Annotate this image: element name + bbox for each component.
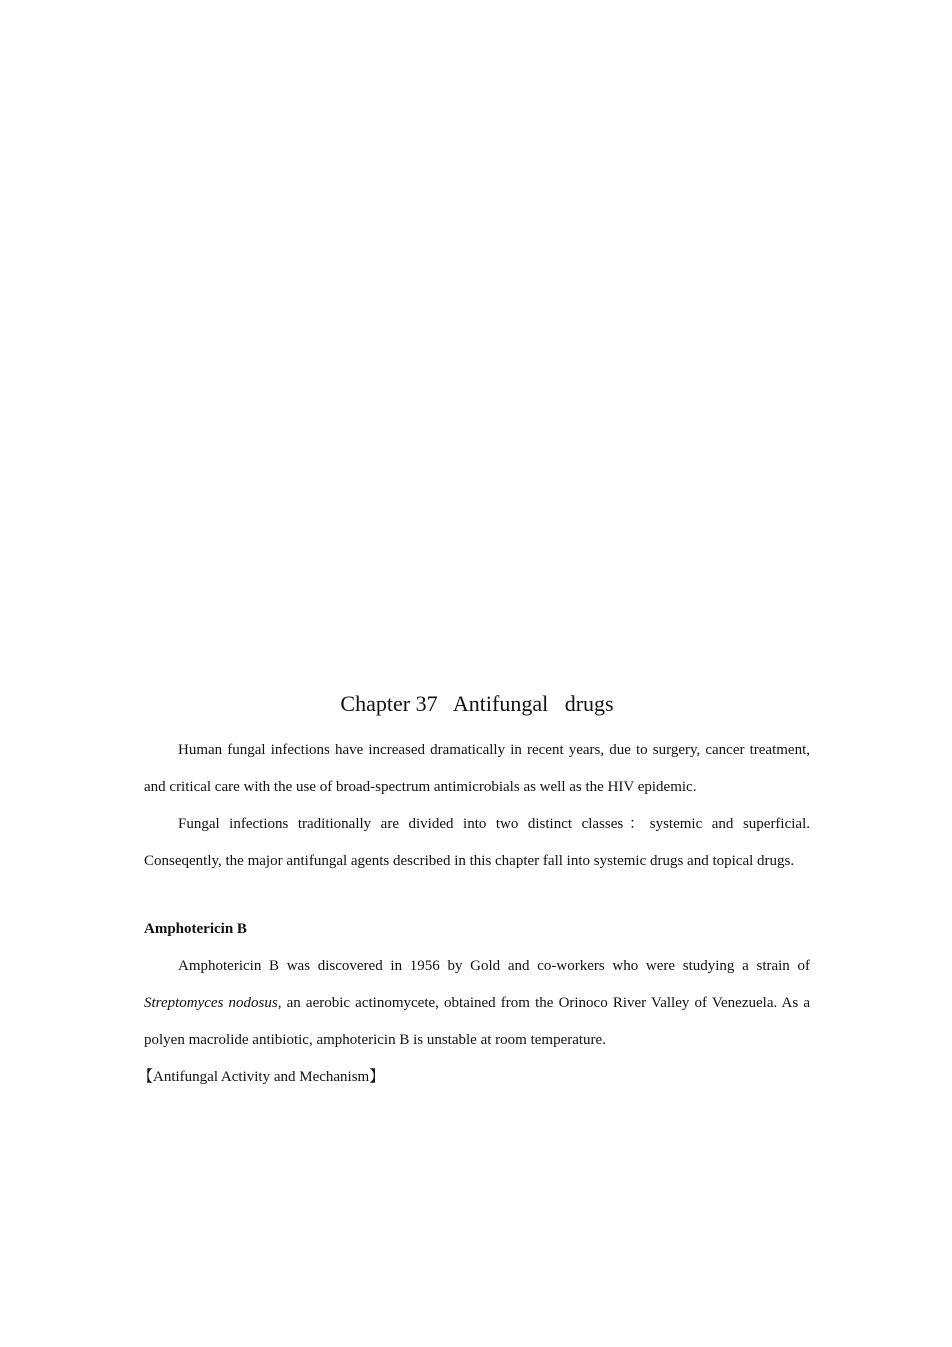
intro-paragraph-2: Fungal infections traditionally are divided into two distinct classes：systemic and superficial. Conseqently, the major antifungal agents described in this chapter fall into systemic drugs and topical drugs. bbox=[144, 816, 810, 869]
subsection-heading-antifungal-activity: 【Antifungal Activity and Mechanism】 bbox=[138, 1069, 385, 1085]
chapter-title bbox=[144, 688, 810, 720]
amphotericin-text-end: , an aerobic actinomycete, obtained from the Orinoco River Valley of Venezuela. As a polyen macrolide antibiotic, amphotericin B is unstable at room temperature. bbox=[144, 995, 811, 1048]
chapter-number: Chapter 37 bbox=[340, 691, 438, 716]
intro-paragraph-1: Human fungal infections have increased dramatically in recent years, due to surgery, cancer treatment, and critical care with the use of broad-spectrum antimicrobials as well as the HIV epidemic. bbox=[144, 742, 810, 795]
chapter-name: Antifungal drugs bbox=[452, 691, 614, 716]
species-name: Streptomyces nodosus bbox=[144, 995, 278, 1011]
amphotericin-paragraph bbox=[144, 948, 810, 1059]
amphotericin-text-start: Amphotericin B was discovered in 1956 by Gold and co-workers who were studying a strain of bbox=[178, 958, 810, 974]
page-content bbox=[138, 688, 811, 1096]
section-heading-amphotericin-b: Amphotericin B bbox=[144, 921, 247, 937]
